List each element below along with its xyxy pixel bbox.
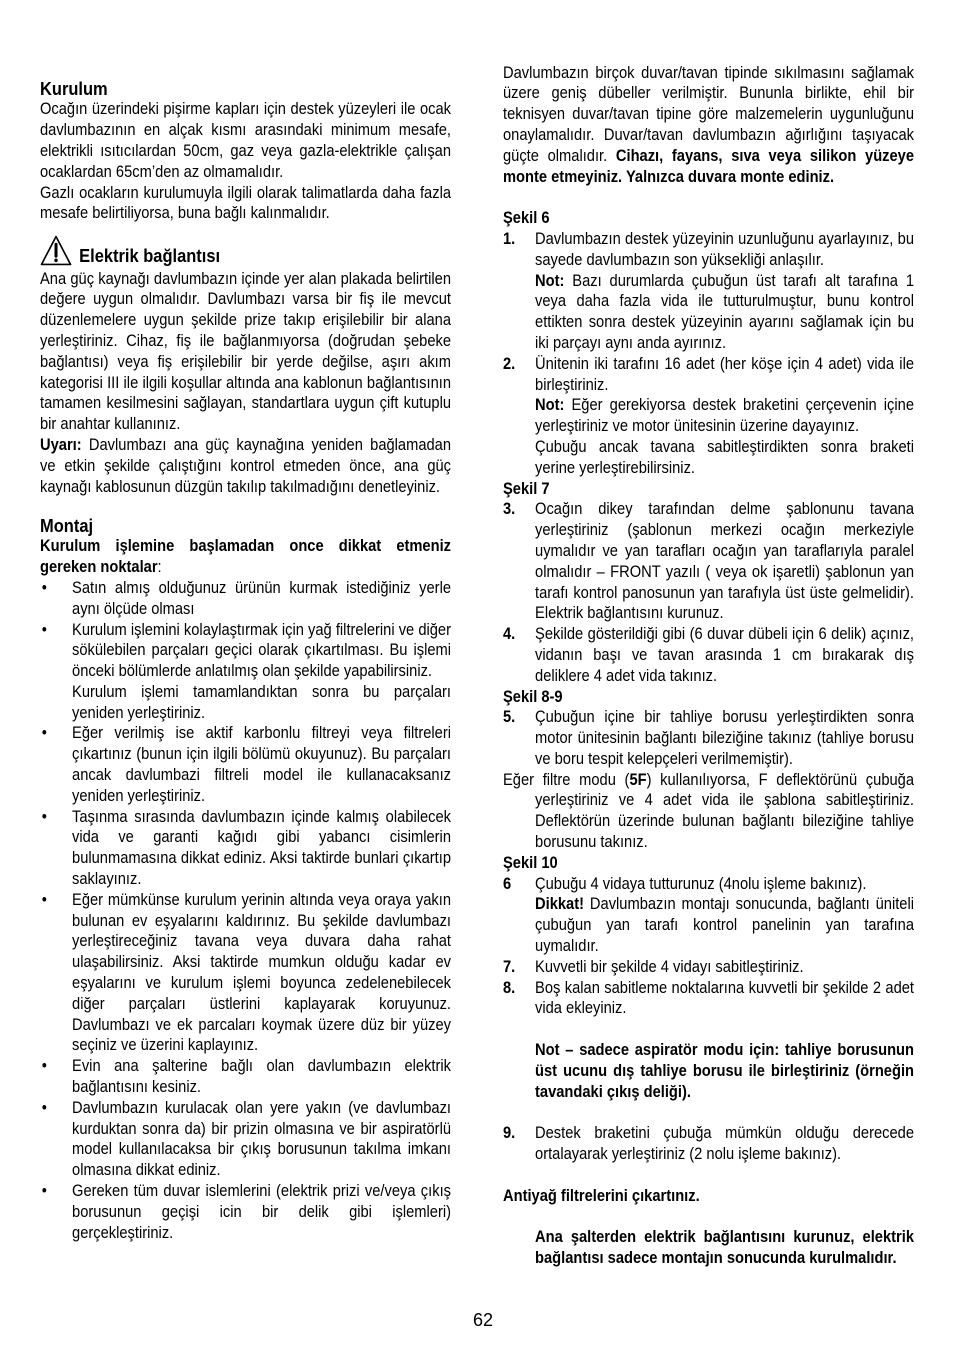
note-text: Bazı durumlarda çubuğun üst tarafı alt tarafına 1 veya daha fazla vida ile tutturulmuştur, bunu kontrol ettikten sonra destek yüzeyinin ayarını sağlamak için bu iki parçayı aynı anda ayırınız. [535,271,914,352]
step-extra: Çubuğu ancak tavana sabitleştirdikten sonra braketi yerine yerleştirebilirsiniz. [535,437,914,477]
bullet-marker: • [41,724,47,743]
step-4 [503,624,914,686]
step-note [535,271,914,354]
step-6 [503,874,914,957]
step-1 [503,229,914,354]
filter-mode-text-before: Eğer filtre modu ( [503,770,630,789]
step-number: 5. [503,708,516,727]
bullet-item [40,1181,451,1243]
step-8 [503,978,914,1020]
filter-mode-text-after: ) kullanılıyorsa, F deflektörünü çubuğa yerleştiriniz ve 4 adet vida ile şablona sabitleştiriniz. Deflektörün üzerinde bulunan bağlantı bileziğine tahliye borusunu takınız. [535,770,914,852]
section-heading-elektrik [40,224,451,268]
step-text: Ocağın dikey tarafından delme şablonunu tavana yerleştiriniz (şablonun merkezi ocağın merkeziyle uymalıdır ve yan tarafları ocağın yan taraflarıyla paralel olmalıdır – FRONT yazılı ( veya ok işaretli) şablonun yan tarafı kontrol panosunun yan tarafıyla üst üste gelmelidir). Elektrik bağlantısını kurunuz. [535,500,914,623]
warning-paragraph [40,435,451,497]
bullet-item [40,620,451,724]
bullet-marker: • [41,1057,47,1076]
step-5 [503,707,914,769]
section-heading-montaj: Montaj [40,514,94,536]
figure-label-7: Şekil 7 [503,479,550,498]
final-note [503,1227,914,1269]
step-number: 8. [503,978,516,997]
bullet-item [40,723,451,806]
paragraph: Ana güç kaynağı davlumbazın içinde yer alan plakada belirtilen değere uygun olmalıdır. Davlumbazı varsa bir fiş ile mevcut düzenlemelere uygun şekilde prize takıp erişilebilir bir alana yerleştiriniz. Cihaz, fiş ile bağlanmıyorsa (doğrudan şebeke bağlantısı) veya fiş erişilebilir bir yerde değilse, aşırı akım kategorisi III ile ilgili koşullar altında ana kablonun bağlantısının tamamen kesilmesini sağlayan, standartlara uygun çift kutuplu bir anahtar kullanınız. [40,269,451,434]
step-text: Çubuğun içine bir tahliye borusu yerleştirdikten sonra motor ünitesinin bağlantı bileziğine takınız (tahliye borusu ve boru tespit kelepçeleri verilmemiştir). [535,708,914,768]
bullet-marker: • [41,620,47,639]
bullet-text: Eğer mümkünse kurulum yerinin altında veya oraya yakın bulunan ev eşyalarını kaldırınız. Bu şekilde davlumbazı yerleştireceğiniz tavana veya duvara daha rahat ulaşabilirsiniz. Aksi taktirde mumkun olduğu kadar ev eşyalarını ve kurulum işlemi boyunca zedelenebilecek diğer parçaları üstlerini kaplayarak koruyunuz. Davlumbazı ve ek parcaları koymak üzere düz bir yüzey seçiniz ve üzerini kaplayınız. [72,890,451,1055]
step-3 [503,499,914,624]
mounting-intro [40,536,451,578]
warning-triangle-icon [40,235,72,266]
section-heading-text: Elektrik bağlantısı [79,244,221,266]
bullet-marker: • [41,890,47,909]
left-column [40,79,451,1244]
bullet-marker: • [41,1098,47,1117]
bullet-text: Satın almış olduğunuz ürünün kurmak istediğiniz yerle aynı ölçüde olması [72,578,451,618]
step-text: Davlumbazın destek yüzeyinin uzunluğunu ayarlayınız, bu sayede davlumbazın son yüksekliği anlaşılır. [535,229,914,269]
bullet-marker: • [41,578,47,597]
step-text: Şekilde gösterildiği gibi (6 duvar dübeli için 6 delik) açınız, vidanın başı ve tavan arasında 1 cm bırakarak dış deliklere 4 adet vida takınız. [535,625,914,685]
bullet-text: Kurulum işlemini kolaylaştırmak için yağ filtrelerini ve diğer sökülebilen parçaları geçici olarak çıkartılması. Bu işlemi önceki bölümlerde anlatılmış olan şekilde yapabilirsiniz. [72,620,451,681]
bullet-item [40,890,451,1056]
intro-text: Davlumbazın birçok duvar/tavan tipinde sıkılmasını sağlamak üzere geniş dübeller verilmiştir. Bununla birlikte, ehil bir teknisyen duvar/tavan tipine göre malzemelerin uygunluğunu onaylamalıdır. Duvar/tavan davlumbazın ağırlığını taşıyacak güçte olmalıdır. [503,63,914,165]
right-column-content [503,63,914,1269]
step-2 [503,354,914,479]
note-label: Not: [535,396,565,415]
bullet-text: Taşınma sırasında davlumbazın içinde kalmış olabilecek vida ve garanti kağıdı gibi yabancı cisimlerin bulunmamasına dikkat ediniz. Aksi taktirde bunlari çıkartıp saklayınız. [72,807,451,889]
intro-bold-text: Cihazı, fayans, sıva veya silikon yüzeye monte etmeyiniz. Yalnızca duvara monte ediniz. [503,146,914,186]
figure-label-8-9: Şekil 8-9 [503,687,563,706]
bullet-text: Eğer verilmiş ise aktif karbonlu filtreyi veya filtreleri çıkartınız (bunun için ilgili bölümü okuyunuz). Bu parçaları ancak davlumbazi filtreli model ile kullanacaksanız yeniden yerleştiriniz. [72,724,451,805]
bullet-marker: • [41,1182,47,1201]
note-label: Not: [535,271,565,290]
warning-text: Davlumbazı ana güç kaynağına yeniden bağlamadan ve etkin şekilde çalıştığını kontrol etmeden önce, ana güç kaynağı kablosunun düzgün takılıp takılmadığını denetleyiniz. [40,435,451,496]
step-number: 2. [503,354,516,373]
left-column-content [40,79,451,1244]
mounting-intro-end: : [157,558,162,577]
section-heading-kurulum: Kurulum [40,78,108,99]
step-note [535,395,914,437]
step-text: Destek braketini çubuğa mümkün olduğu derecede ortalayarak yerleştiriniz (2 nolu işleme bakınız). [535,1124,914,1164]
bullet-item [40,1098,451,1181]
intro-paragraph [503,63,914,188]
note-text: Eğer gerekiyorsa destek braketini çerçevenin içine yerleştiriniz ve motor ünitesinin üzerine dayayınız. [535,396,914,436]
bullet-continuation: Kurulum işlemi tamamlandıktan sonra bu parçaları yeniden yerleştiriniz. [72,682,451,722]
step-text: Kuvvetli bir şekilde 4 vidayı sabitleştiriniz. [535,957,804,976]
step-number: 9. [503,1124,516,1143]
bullet-item [40,578,451,620]
attention-label: Dikkat! [535,895,585,914]
suction-mode-note [503,1040,914,1102]
paragraph: Ocağın üzerindeki pişirme kapları için destek yüzeyleri ile ocak davlumbazının en alçak kısmı arasındaki minimum mesafe, elektrikli ısıtıcılardan 50cm, gaz veya gazla-elektrikle çalışan ocaklardan 65cm’den az olmamalıdır. [40,100,451,181]
step-9 [503,1123,914,1165]
bullet-text: Gereken tüm duvar islemlerini (elektrik prizi ve/veya çıkış borusunun geçişi icin bir delik gibi işlemleri) gerçekleştiriniz. [72,1182,451,1242]
step-attention [535,894,914,956]
final-note-text: Ana şalterden elektrik bağlantısını kurunuz, elektrik bağlantısı sadece montajın sonucunda kurulmalıdır. [535,1228,914,1268]
step-number: 1. [503,229,516,248]
figure-label-10: Şekil 10 [503,853,558,872]
figure-label-6: Şekil 6 [503,209,550,228]
filter-mode-code: 5F [629,770,647,789]
attention-text: Davlumbazın montajı sonucunda, bağlantı üniteli çubuğun yan tarafı kontrol panelinin yan tarafına uymalıdır. [535,895,914,956]
bullet-text: Evin ana şalterine bağlı olan davlumbazın elektrik bağlantısını kesiniz. [72,1057,451,1097]
step-text: Ünitenin iki tarafını 16 adet (her köşe için 4 adet) vida ile birleştiriniz. [535,354,914,394]
step-text: Boş kalan sabitleme noktalarına kuvvetli bir şekilde 2 adet vida ekleyiniz. [535,978,914,1018]
step-number: 4. [503,625,516,644]
step-text: Çubuğu 4 vidaya tutturunuz (4nolu işleme bakınız). [535,874,867,893]
step-number: 3. [503,500,516,519]
step-7 [503,957,914,978]
bullet-marker: • [41,807,47,826]
remove-filters-instruction: Antiyağ filtrelerini çıkartınız. [503,1186,700,1205]
paragraph: Gazlı ocakların kurulumuyla ilgili olarak talimatlarda daha fazla mesafe belirtiliyorsa, buna bağlı kalınmalıdır. [40,183,451,223]
warning-label: Uyarı: [40,435,82,454]
step-number: 6 [503,874,512,893]
page-number: 62 [473,1310,494,1330]
bullet-item [40,807,451,890]
step-number: 7. [503,957,516,976]
bullet-item [40,1056,451,1098]
bullet-text: Davlumbazın kurulacak olan yere yakın (ve davlumbazı kurduktan sonra da) bir prizin olmasına ve bir aspiratörlü model kullanılacaksa bir çıkış borusunun takılma imkanı olmasına dikkat ediniz. [72,1098,451,1180]
filter-mode-paragraph [503,770,914,853]
suction-note-text: Not – sadece aspiratör modu için: tahliye borusunun üst ucunu dış tahliye borusu ile birleştiriniz (örneğin tavandaki çıkış deliği). [535,1041,914,1101]
mounting-intro-bold: Kurulum işlemine başlamadan once dikkat etmeniz gereken noktalar [40,537,451,577]
right-column [503,63,914,1269]
